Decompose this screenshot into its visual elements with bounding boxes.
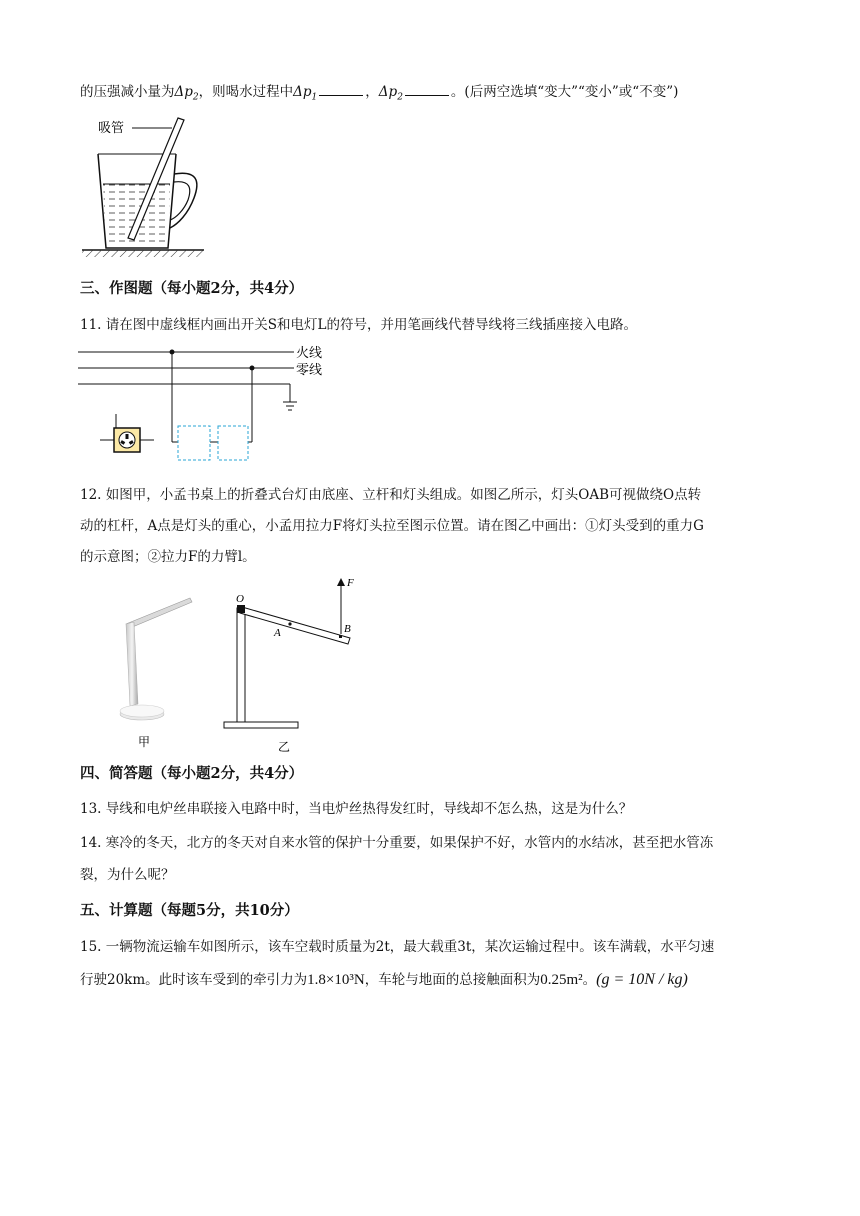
cup-straw-figure [78,112,208,260]
q15-force: 1.8×10³N [307,972,365,988]
socket-icon [100,414,154,452]
q15-g: (g = 10N / kg) [596,971,688,988]
desk-lamp-figure [112,592,202,752]
q11-text: 11. 请在图中虚线框内画出开关S和电灯L的符号，并用笔画线代替导线将三线插座接入电路。 [80,317,637,333]
section3-heading: 三、作图题（每小题2分，共4分） [80,280,304,297]
circuit-figure [78,340,338,464]
section4-heading: 四、简答题（每小题2分，共4分） [80,765,304,782]
q10-hint: 。(后两空选填“变大”“变小”或“不变”) [450,84,679,100]
q14-line1: 14. 寒冷的冬天，北方的冬天对自来水管的保护十分重要，如果保护不好，水管内的水结冰，甚至把水管冻 [80,835,714,851]
label-B: B [344,623,351,635]
lever-figure [218,574,368,754]
q15-line2 [80,968,688,989]
q12-line1: 12. 如图甲，小孟书桌上的折叠式台灯由底座、立杆和灯头组成。如图乙所示，灯头OAB可视做绕O点转 [80,487,702,503]
q15-area: 0.25m² [540,972,583,988]
q15-line2-b: ，车轮与地面的总接触面积为 [364,972,541,988]
q10-mid: ，则喝水过程中 [198,84,294,100]
q10-prefix: 的压强减小量为 [80,84,175,100]
neutral-wire-label: 零线 [296,363,323,378]
q15-line1: 15. 一辆物流运输车如图所示，该车空载时质量为2t，最大载重3t，某次运输过程中。该车满载，水平匀速 [80,939,715,955]
fig-yi-caption: 乙 [278,740,291,754]
straw-label: 吸管 [98,121,125,136]
q14-line2: 裂，为什么呢？ [80,867,175,883]
q15-line2-a: 行驶20km。此时该车受到的牵引力为 [80,972,308,988]
section5-heading: 五、计算题（每题5分，共10分） [80,902,299,919]
switch-box[interactable] [178,426,210,460]
fig-jia-caption: 甲 [138,735,151,749]
live-wire-label: 火线 [296,346,323,361]
dp1-symbol: $\Delta p_1$ [293,84,318,103]
blank-1[interactable] [319,83,363,96]
dp2-symbol-b: $\Delta p_2$ [378,84,403,103]
blank-2[interactable] [405,83,449,96]
q10-sep: ， [365,84,379,100]
label-A: A [274,627,281,639]
q12-line3: 的示意图；②拉力F的力臂l。 [80,549,256,565]
label-O: O [236,593,244,605]
lamp-box[interactable] [218,426,248,460]
q13-text: 13. 导线和电炉丝串联接入电路中时，当电炉丝热得发红时，导线却不怎么热，这是为什么？ [80,801,633,817]
q15-line2-c: 。 [582,972,597,988]
label-F: F [347,577,354,589]
q12-line2: 动的杠杆，A点是灯头的重心，小孟用拉力F将灯头拉至图示位置。请在图乙中画出：①灯头受到的重力G [80,518,704,534]
dp2-symbol-a: $\Delta p_2$ [174,84,199,103]
q10-tail-line [80,80,678,103]
